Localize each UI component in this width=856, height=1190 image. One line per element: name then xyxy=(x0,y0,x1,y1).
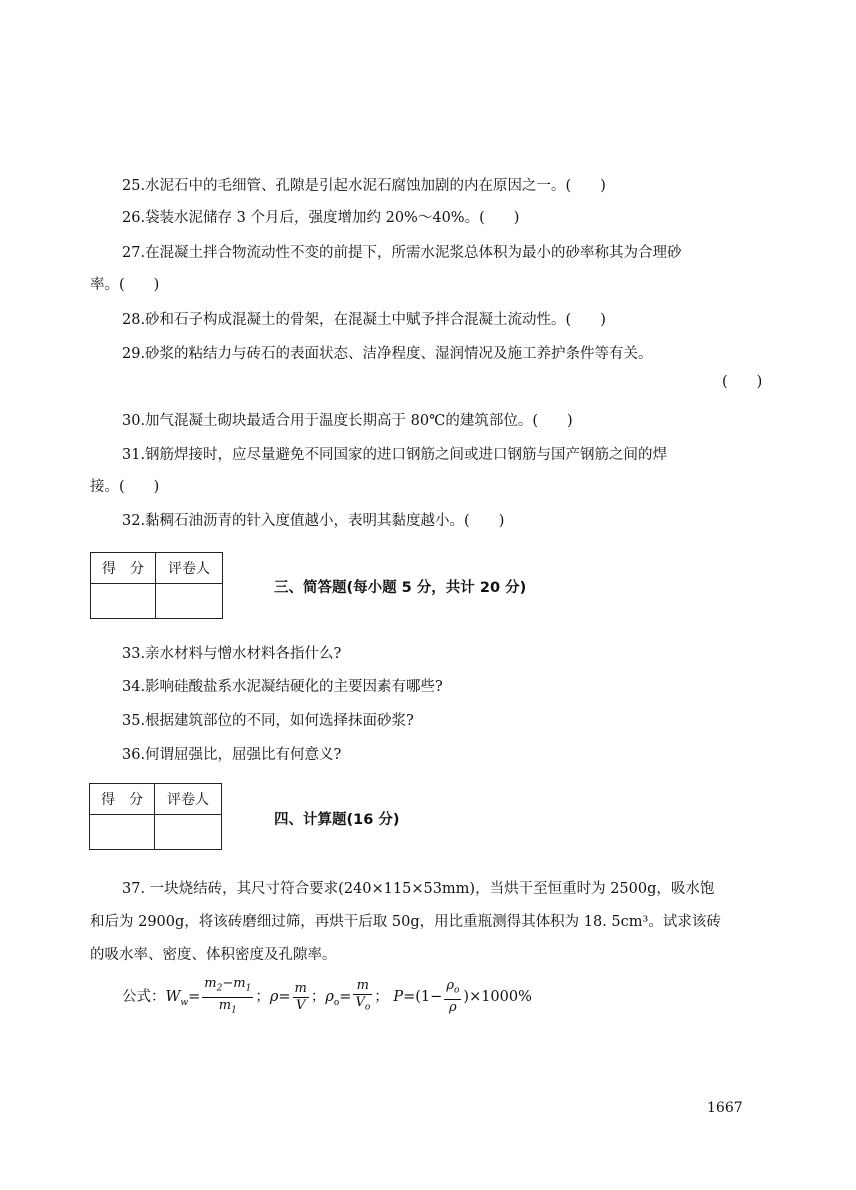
question-30: 30.加气混凝土砌块最适合用于温度长期高于 80℃的建筑部位。( ) xyxy=(122,413,573,429)
section4-title: 四、计算题(16 分) xyxy=(274,812,400,828)
question-32: 32.黏稠石油沥青的针入度值越小，表明其黏度越小。( ) xyxy=(122,513,505,529)
question-27-line1: 27.在混凝土拌合物流动性不变的前提下，所需水泥浆总体积为最小的砂率称其为合理砂 xyxy=(122,245,682,261)
score-label: 得 分 xyxy=(90,784,155,815)
fraction-water-absorption: $\frac{m_2-m_1}{m_1}$ xyxy=(204,976,252,1016)
question-31-line2: 接。( ) xyxy=(90,479,160,495)
score-cell[interactable] xyxy=(90,815,155,850)
formula-tail: ×1000% xyxy=(469,989,532,1006)
score-box-section4 xyxy=(89,783,222,850)
score-cell[interactable] xyxy=(91,584,156,619)
score-box-section3 xyxy=(90,552,223,619)
question-34: 34.影响硅酸盐系水泥凝结硬化的主要因素有哪些? xyxy=(122,679,443,695)
formula: 公式：$W_w=$ $\frac{m_2-m_1}{m_1}$ ；ρ= $\frac{m}{V}$ ；$\rho_o=$ $\frac{m}{V_o}$ ； P=(1− $\frac{\rho_o}{\rho}$ )×1000% xyxy=(122,976,532,1018)
fraction-porosity: $\frac{\rho_o}{\rho}$ xyxy=(446,978,460,1015)
grader-label: 评卷人 xyxy=(156,553,223,584)
question-27-line2: 率。( ) xyxy=(90,277,160,293)
fraction-bulk-density: $\frac{m}{V_o}$ xyxy=(355,978,371,1013)
question-35: 35.根据建筑部位的不同，如何选择抹面砂浆? xyxy=(122,713,414,729)
fraction-density: $\frac{m}{V}$ xyxy=(294,980,307,1013)
grader-cell[interactable] xyxy=(155,815,222,850)
question-37-line2: 和后为 2900g，将该砖磨细过筛，再烘干后取 50g，用比重瓶测得其体积为 18. 5cm³。试求该砖 xyxy=(90,914,721,930)
question-29-answer-paren: ( ) xyxy=(722,374,763,390)
question-28: 28.砂和石子构成混凝土的骨架，在混凝土中赋予拌合混凝土流动性。( ) xyxy=(122,312,606,328)
page-number: 1667 xyxy=(707,1100,743,1116)
formula-label: 公式： xyxy=(122,989,166,1006)
grader-label: 评卷人 xyxy=(155,784,222,815)
question-26: 26.袋装水泥储存 3 个月后，强度增加约 20%～40%。( ) xyxy=(122,210,520,226)
question-37-line3: 的吸水率、密度、体积密度及孔隙率。 xyxy=(90,947,337,963)
score-label: 得 分 xyxy=(91,553,156,584)
question-25: 25.水泥石中的毛细管、孔隙是引起水泥石腐蚀加剧的内在原因之一。( ) xyxy=(122,178,606,194)
section3-title: 三、简答题(每小题 5 分，共计 20 分) xyxy=(274,580,527,596)
question-33: 33.亲水材料与憎水材料各指什么? xyxy=(122,646,342,662)
question-37-line1: 37. 一块烧结砖，其尺寸符合要求(240×115×53mm)，当烘干至恒重时为 2500g，吸水饱 xyxy=(122,881,715,897)
question-29-line1: 29.砂浆的粘结力与砖石的表面状态、洁净程度、湿润情况及施工养护条件等有关。 xyxy=(122,346,653,362)
question-31-line1: 31.钢筋焊接时，应尽量避免不同国家的进口钢筋之间或进口钢筋与国产钢筋之间的焊 xyxy=(122,447,668,463)
question-36: 36.何谓屈强比，屈强比有何意义? xyxy=(122,747,342,763)
grader-cell[interactable] xyxy=(156,584,223,619)
